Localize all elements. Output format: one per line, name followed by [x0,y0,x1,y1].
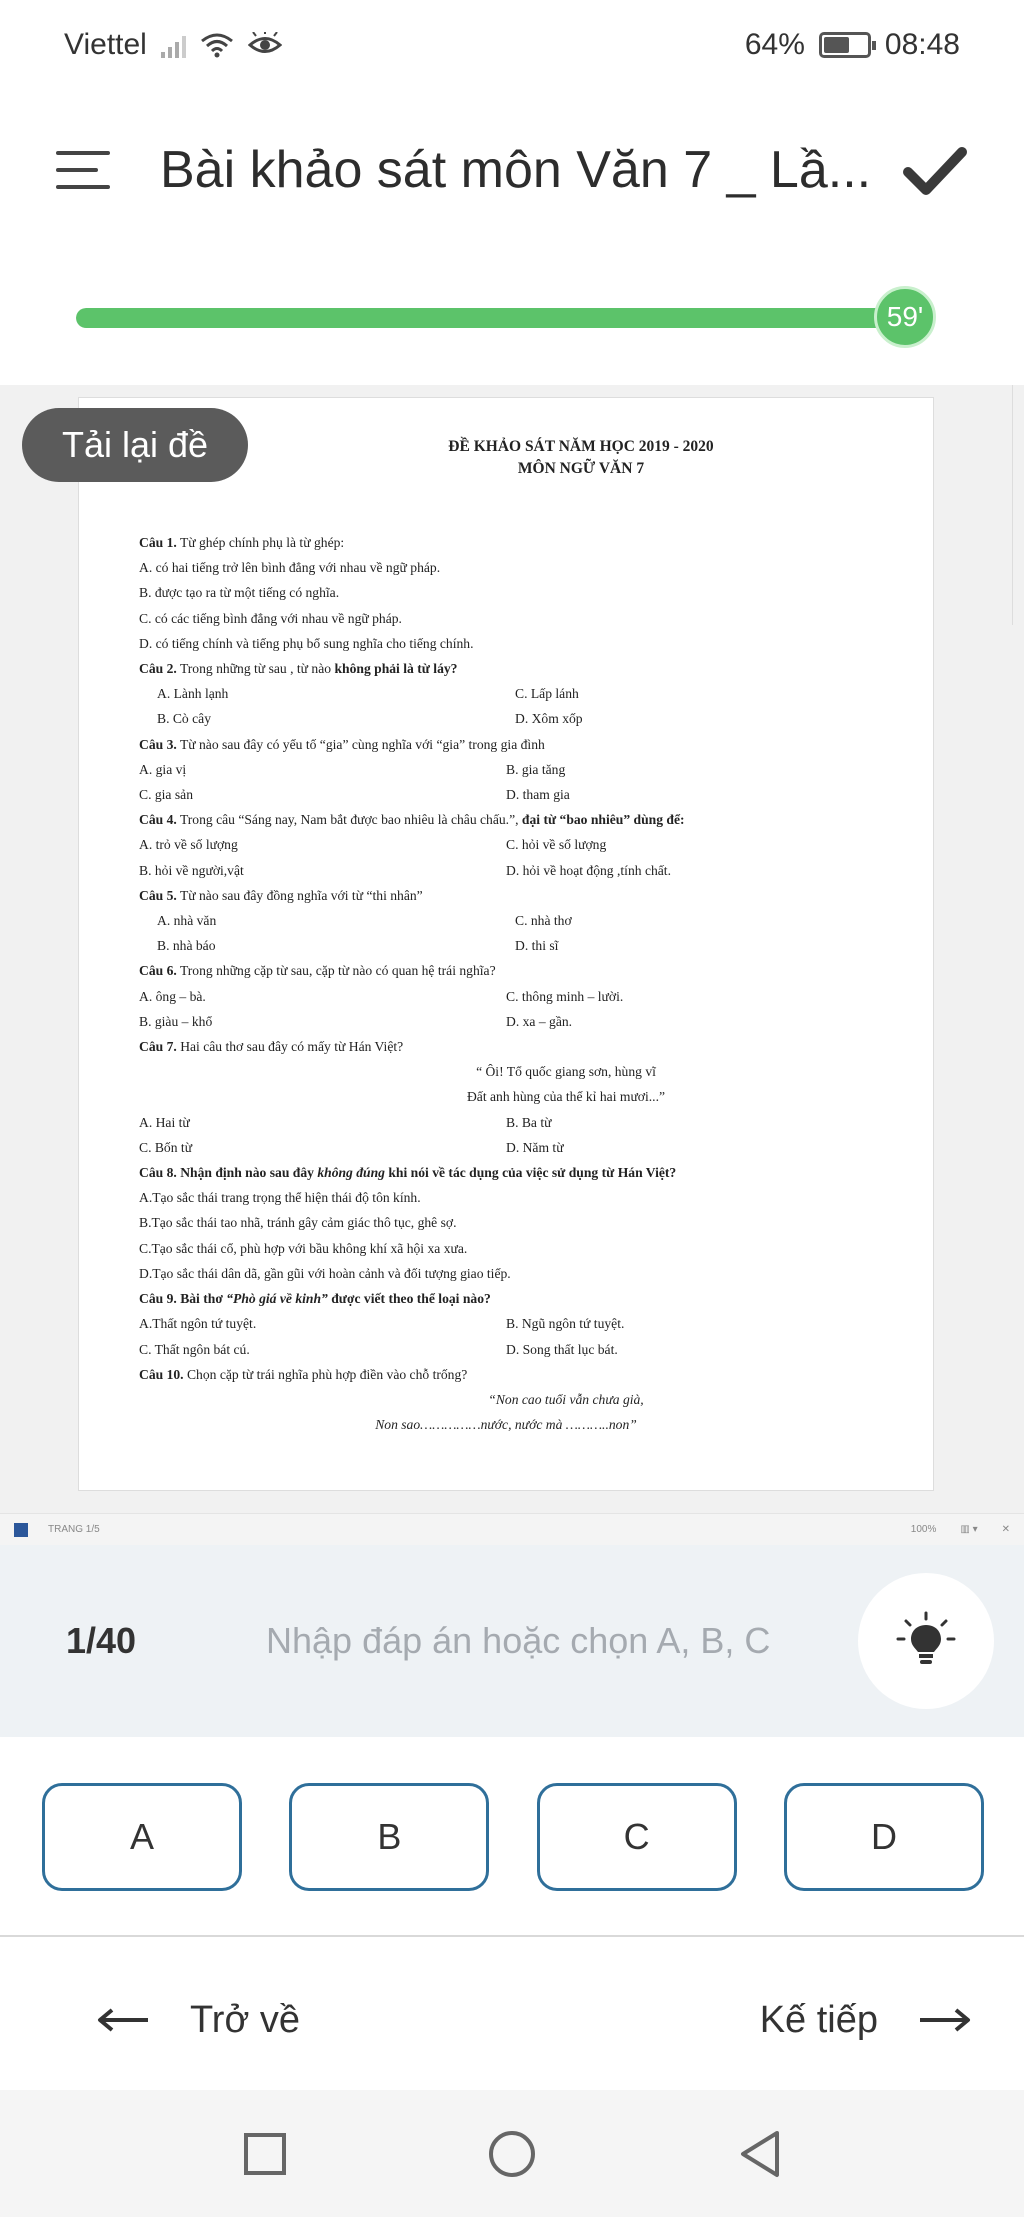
question-5: Câu 5. Từ nào sau đây đồng nghĩa với từ “thi nhân” A. nhà văn C. nhà thơ B. nhà báo D. thi sĩ [139,887,572,954]
question-navigation [0,1950,1024,2090]
choice-buttons [0,1737,1024,1937]
lightbulb-icon [896,1611,956,1671]
next-button[interactable] [760,1999,972,2042]
square-icon [243,2132,287,2176]
answer-area [0,1545,1024,1737]
eye-icon [248,32,282,58]
time-progress [76,286,936,346]
question-counter: 1/40 [66,1620,137,1661]
timer-badge: 59' [874,286,936,348]
battery-icon [819,32,871,58]
clock: 08:48 [884,28,960,61]
choice-a-button[interactable]: A [42,1783,242,1891]
system-back-button[interactable] [737,2129,781,2179]
page-title: Bài khảo sát môn Văn 7 _ Lầ... [160,141,872,199]
home-button[interactable] [487,2129,537,2179]
back-button[interactable] [96,1999,300,2042]
circle-icon [487,2129,537,2179]
app-header [0,110,1024,230]
wifi-icon [200,31,234,59]
question-list [139,530,873,1437]
question-7: Câu 7. Hai câu thơ sau đây có mấy từ Hán Việt? “ Ôi! Tổ quốc giang sơn, hùng vĩ Đất anh hùng của thế kỉ hai mươi...” A. Hai từ B. Ba từ C. Bốn từ D. Năm từ [139,1039,666,1155]
status-bar [0,0,1024,90]
document-page [78,397,934,1491]
document-viewer[interactable] [0,385,1024,1545]
fullscreen-icon[interactable]: ✕ [1001,1524,1010,1535]
page-indicator: TRANG 1/5 [48,1524,100,1535]
menu-icon[interactable] [56,151,110,189]
arrow-right-icon [918,2008,972,2032]
question-2: Câu 2. Trong những từ sau , từ nào không phải là từ láy? A. Lành lạnh C. Lấp lánh B. Cò cây D. Xôm xốp [139,661,583,727]
triangle-back-icon [737,2129,781,2179]
battery-percent: 64% [744,28,805,61]
progress-track [76,308,906,328]
recents-button[interactable] [243,2132,287,2176]
question-6: Câu 6. Trong những cặp từ sau, cặp từ nào có quan hệ trái nghĩa? A. ông – bà. C. thông minh – lười. B. giàu – khổ D. xa – gần. [139,963,624,1029]
view-menu-icon[interactable]: ▥ ▾ [960,1524,978,1535]
submit-check-icon[interactable] [902,142,968,198]
document-scrollbar[interactable] [1012,385,1024,625]
arrow-left-icon [96,2008,150,2032]
question-3: Câu 3. Từ nào sau đây có yếu tố “gia” cùng nghĩa với “gia” trong gia đình A. gia vị B. gia tăng C. gia sản D. tham gia [139,736,570,803]
hint-button[interactable] [858,1573,994,1709]
question-1: Câu 1. Từ ghép chính phụ là từ ghép: A. có hai tiếng trở lên bình đẳng với nhau về ngữ pháp. B. được tạo ra từ một tiếng có nghĩa. C. có các tiếng bình đẳng với nhau về ngữ pháp. D. có tiếng chính và tiếng phụ bổ sung nghĩa cho tiếng chính. [139,535,474,651]
zoom-level: 100% [910,1524,937,1535]
question-10: Câu 10. Chọn cặp từ trái nghĩa phù hợp điền vào chỗ trống? “Non cao tuổi vẫn chưa già, Non sao……………nước, nước mà ………..non” [139,1366,644,1433]
question-8: Câu 8. Nhận định nào sau đây không đúng khi nói về tác dụng của việc sử dụng từ Hán Việt? A.Tạo sắc thái trang trọng thể hiện thái độ tôn kính. B.Tạo sắc thái tao nhã, tránh gây cảm giác thô tục, ghê sợ. C.Tạo sắc thái cổ, phù hợp với bầu không khí xã hội xa xưa. D.Tạo sắc thái dân dã, gần gũi với hoàn cảnh và đối tượng giao tiếp. [139,1165,677,1281]
document-footer [0,1513,1024,1545]
system-navigation-bar [0,2090,1024,2217]
word-doc-icon [14,1523,28,1537]
choice-b-button[interactable]: B [289,1783,489,1891]
signal-icon [161,32,186,58]
question-4: Câu 4. Trong câu “Sáng nay, Nam bắt được bao nhiêu là châu chấu.”, đại từ “bao nhiêu” dùng để: A. trỏ về số lượng C. hỏi về số lượng B. hỏi về người,vật D. hỏi về hoạt động ,tính chất. [139,812,685,878]
back-label: Trở về [190,1998,301,2041]
choice-c-button[interactable]: C [537,1783,737,1891]
question-9: Câu 9. Bài thơ “Phò giá về kinh” được viết theo thể loại nào? A.Thất ngôn tứ tuyệt. B. Ngũ ngôn tứ tuyệt. C. Thất ngôn bát cú. D. Song thất lục bát. [139,1291,625,1357]
next-label: Kế tiếp [759,1998,878,2041]
progress-fill [76,308,889,328]
document-heading: ĐỀ KHẢO SÁT NĂM HỌC 2019 - 2020 MÔN NGỮ VĂN 7 [448,438,714,477]
reload-exam-button[interactable]: Tải lại đề [22,408,248,482]
answer-input[interactable] [266,1611,826,1671]
choice-d-button[interactable]: D [784,1783,984,1891]
carrier-name: Viettel [64,28,147,61]
